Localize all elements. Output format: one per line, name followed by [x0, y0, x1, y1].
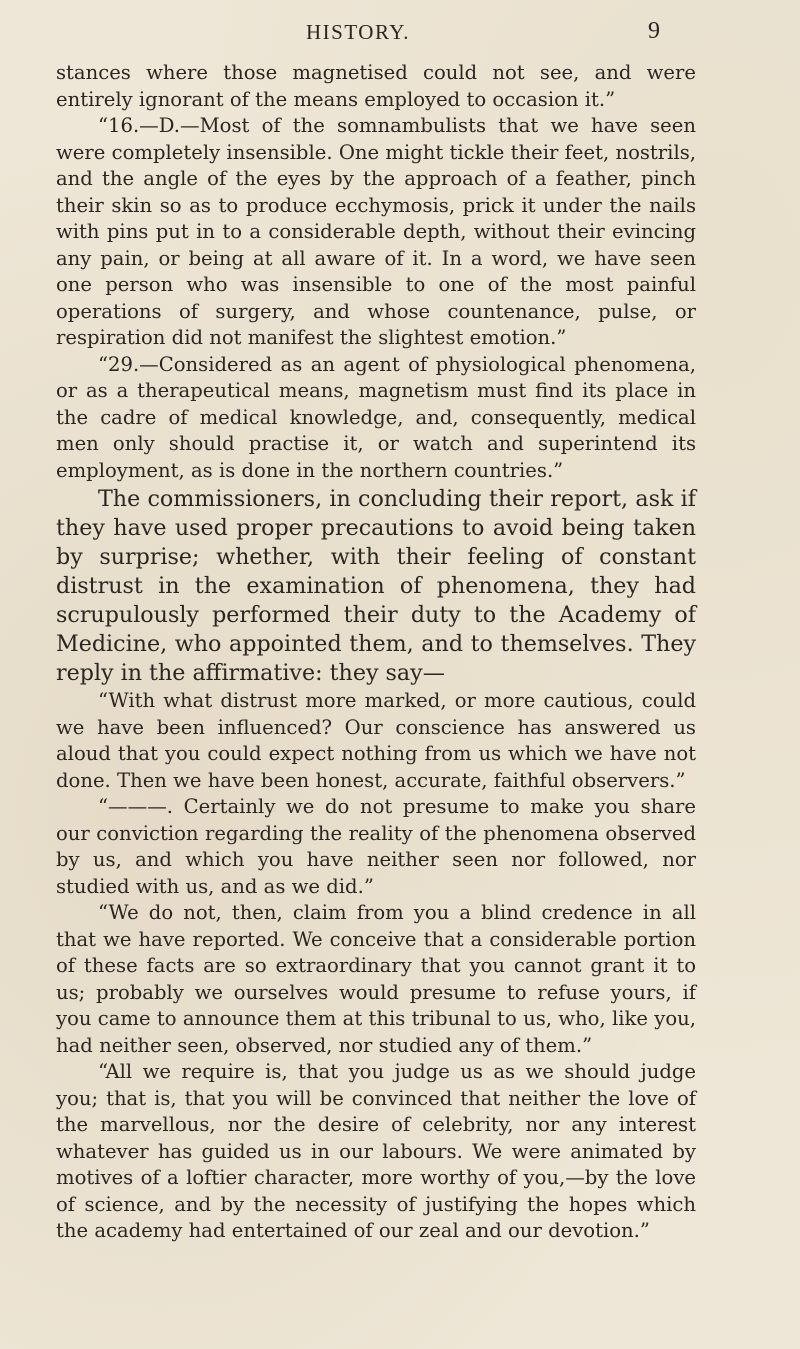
- paragraph-blind-credence: “We do not, then, claim from you a blind credence in all that we have reported. We conceive that a considerable portion of these facts are so extraordinary that you cannot grant it to us; probably we ourselves would presume to refuse yours, if you came to announce them at this tribunal to us, who, like you, had neither seen, observed, nor studied any of them.”: [56, 901, 696, 1057]
- page-number: 9: [648, 18, 660, 44]
- running-head: HISTORY.: [306, 20, 411, 44]
- paragraph-therapeutic-agent: “29.—Considered as an agent of physiological phenomena, or as a therapeutical means, magnetism must find its place in the cadre of medical knowledge, and, consequently, medical men only should practise it, or watch and superintend its employment, as is done in the northern countries.”: [56, 352, 696, 482]
- paragraph-distrust: “With what distrust more marked, or more cautious, could we have been influenced? Our conscience has answered us aloud that you could expect nothing from us which we have not done. Then we have been honest, accurate, faithful observers.”: [56, 689, 696, 792]
- body-text: [56, 60, 696, 1245]
- page-header: [0, 20, 800, 50]
- paragraph-commissioners: The commissioners, in concluding their report, ask if they have used proper precautions to avoid being taken by surprise; whether, with their feeling of constant distrust in the examination of phenomena, they had scrupulously performed their duty to the Academy of Medicine, who appointed them, and to themselves. They reply in the affirmative: they say—: [56, 486, 696, 686]
- paragraph-conviction: “———. Certainly we do not presume to make you share our conviction regarding the reality of the phenomena observed by us, and which you have neither seen nor followed, nor studied with us, and as we did.”: [56, 795, 696, 898]
- paragraph-continuation: stances where those magnetised could not see, and were entirely ignorant of the means employed to occasion it.”: [56, 61, 696, 111]
- paragraph-judge-us: “All we require is, that you judge us as we should judge you; that is, that you will be convinced that neither the love of the marvellous, nor the desire of celebrity, nor any interest whatever has guided us in our labours. We were animated by motives of a loftier character, more worthy of you,—by the love of science, and by the necessity of justifying the hopes which the academy had entertained of our zeal and our devotion.”: [56, 1060, 696, 1242]
- paragraph-insensibility: “16.—D.—Most of the somnambulists that we have seen were completely insensible. One might tickle their feet, nostrils, and the angle of the eyes by the approach of a feather, pinch their skin so as to produce ecchymosis, prick it under the nails with pins put in to a considerable depth, without their evincing any pain, or being at all aware of it. In a word, we have seen one person who was insensible to one of the most painful operations of surgery, and whose countenance, pulse, or respiration did not manifest the slightest emotion.”: [56, 114, 696, 349]
